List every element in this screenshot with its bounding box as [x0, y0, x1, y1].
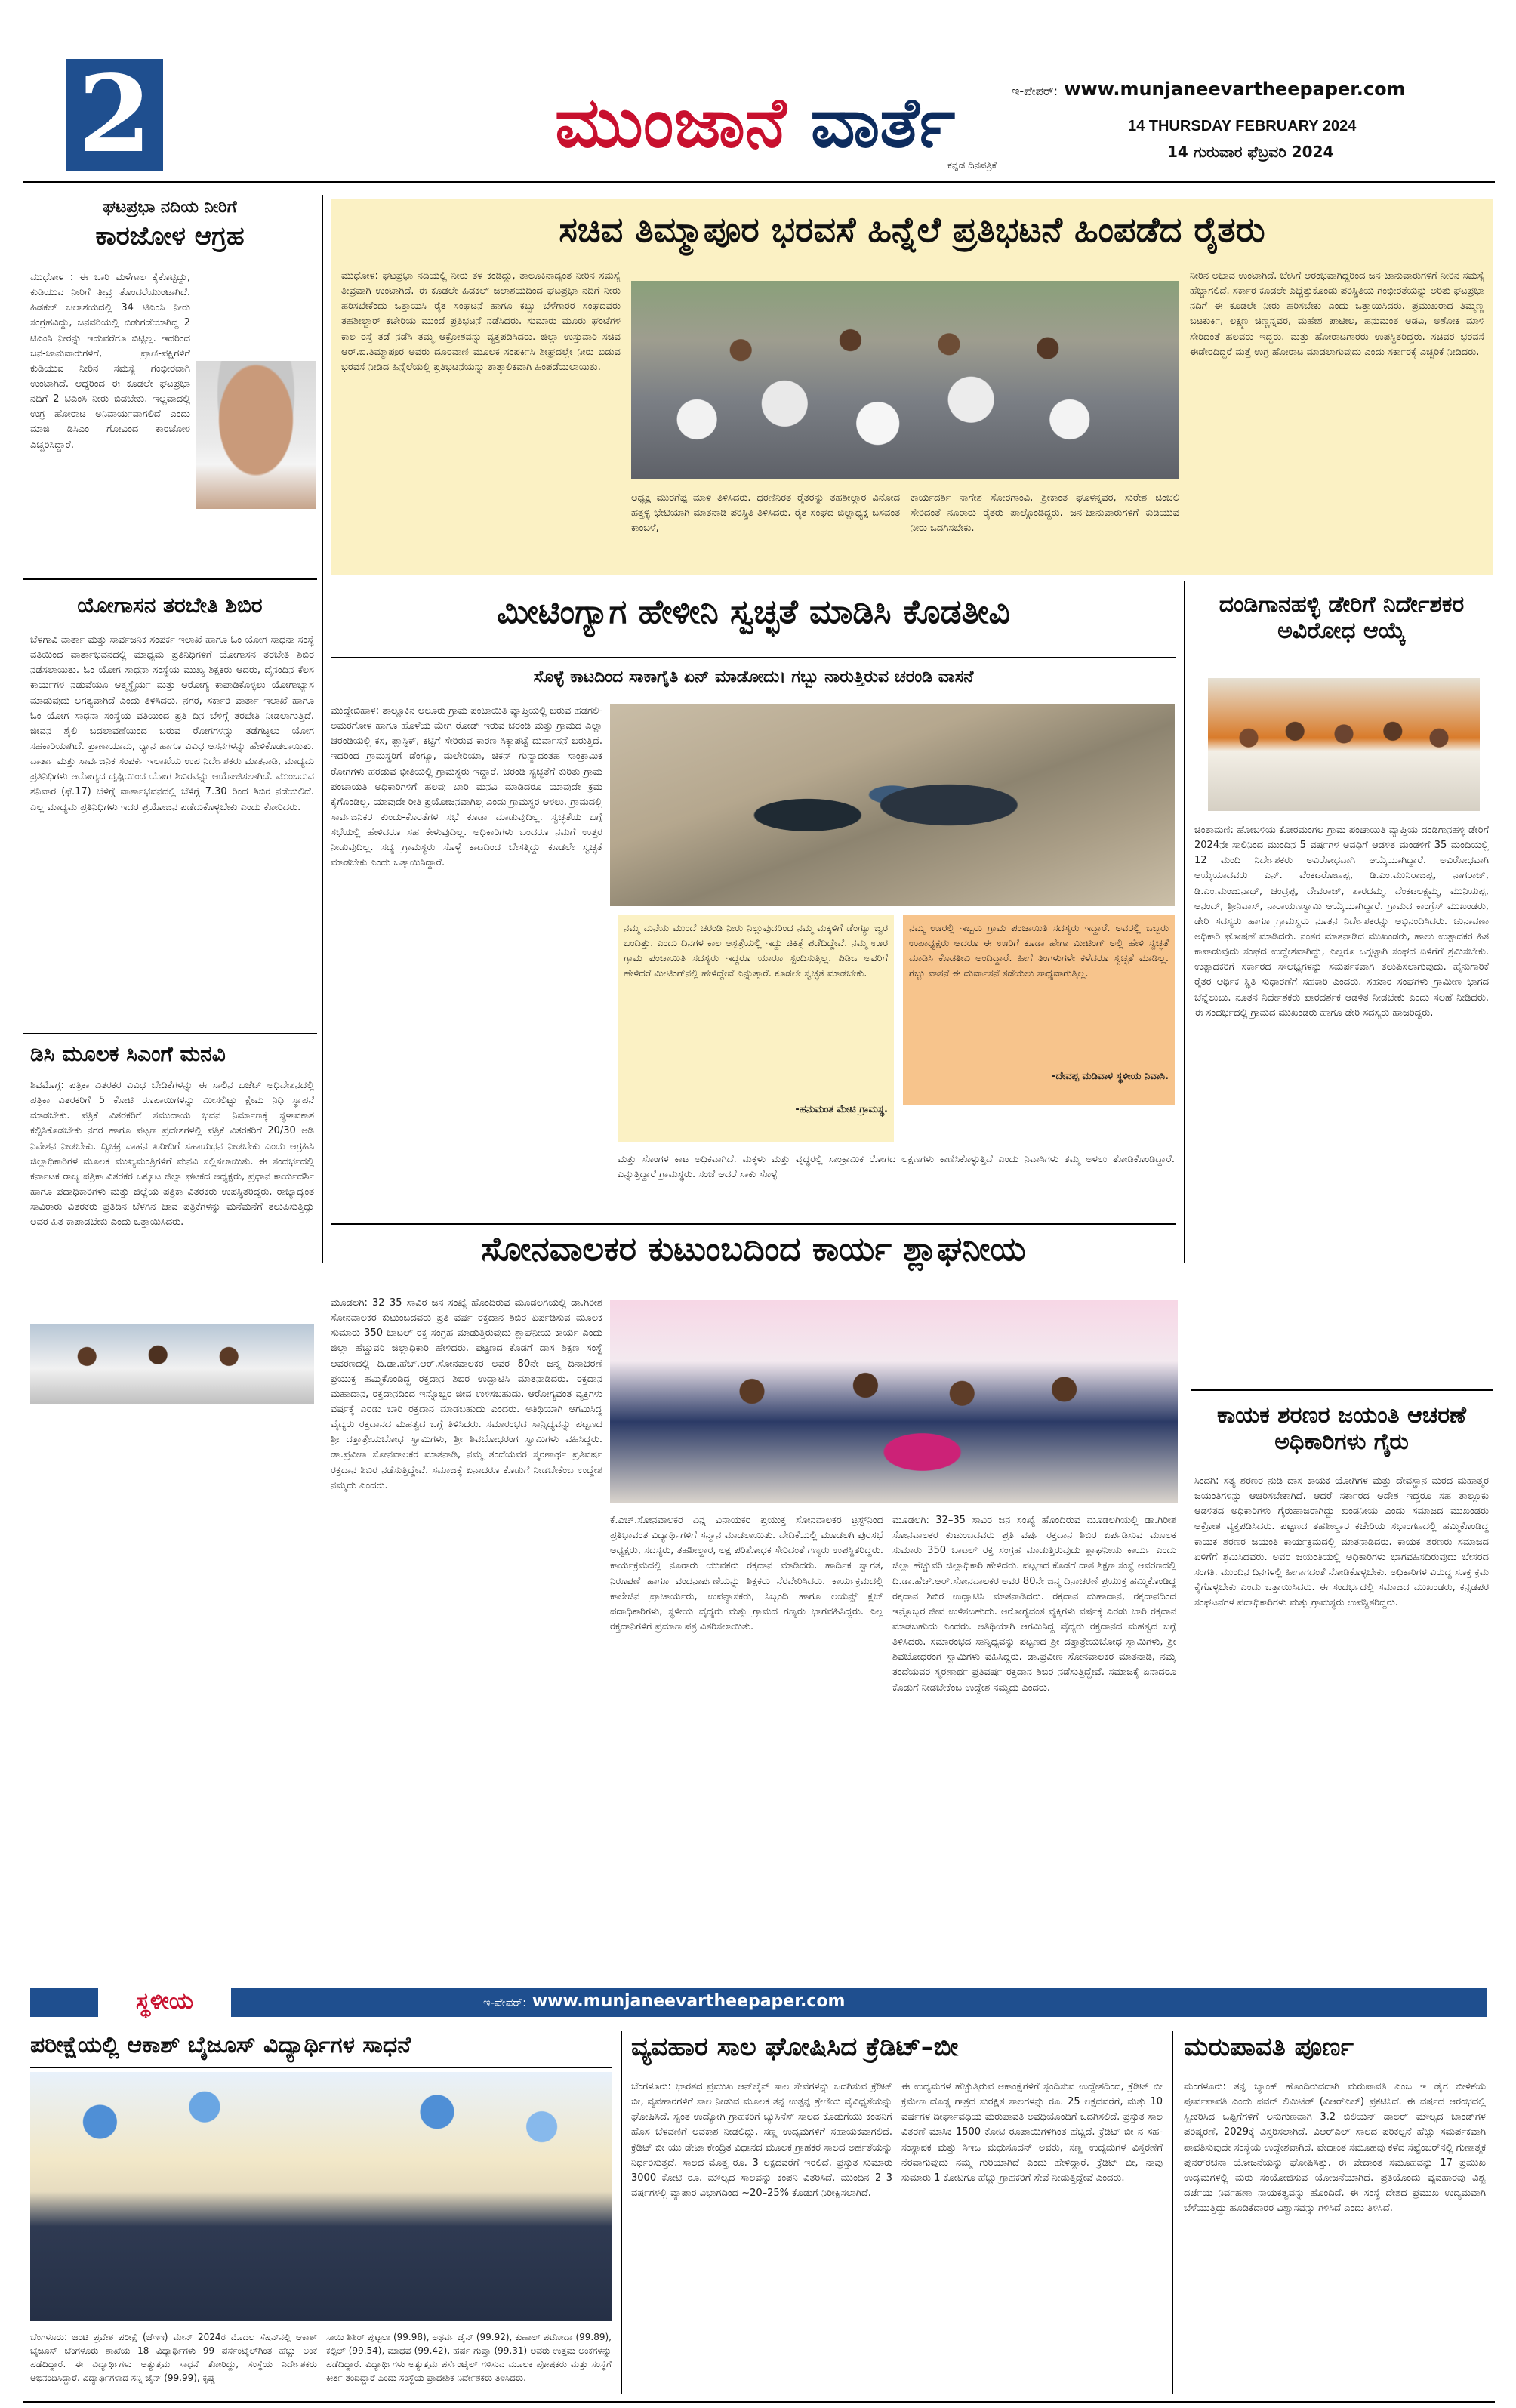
epaper-label: ಇ-ಪೇಪರ್:	[1012, 84, 1058, 98]
article-body-continued: ನೀರಿನ ಅಭಾವ ಉಂಟಾಗಿದೆ. ಬೇಸಿಗೆ ಆರಂಭವಾಗಿದ್ದರಿಂದ ಜನ-ಜಾನುವಾರುಗಳಿಗೆ ನೀರಿನ ಸಮಸ್ಯೆ ಹೆಚ್ಚಾಗಲಿದೆ. ಸರ್ಕಾರ ಕೂಡಲೇ ಎಚ್ಚೆತ್ತುಕೊಂಡು ಪರಿಸ್ಥಿತಿಯ ಗಂಭೀರತೆಯನ್ನು ಅರಿತು ಘಟಪ್ರಭಾ ನದಿಗೆ ಈ ಕೂಡಲೇ ನೀರು ಹರಿಸಬೇಕು ಎಂದು ಒತ್ತಾಯಿಸಿದರು. ಪ್ರಮುಖರಾದ ತಿಮ್ಮಣ್ಣ ಬಟಕುರ್ಕಿ, ಲಕ್ಷ್ಮಣ ಚಿಣ್ಣನ್ನವರ, ಮಹೇಶ ಪಾಟೀಲ, ಹನುಮಂತ ಅಡವಿ, ಅಶೋಕ ಮಾಳಿ ಸೇರಿದಂತೆ ಹಲವರು ಇದ್ದರು. ಮತ್ತು ಹೋರಾಟಗಾರರು ಉಪಸ್ಥಿತರಿದ್ದರು. ಸಚಿವರ ಭರವಸೆ ಈಡೇರದಿದ್ದರೆ ಮತ್ತೆ ಉಗ್ರ ಹೋರಾಟ ಮಾಡಲಾಗುವುದು ಎಂದು ಸರ್ಕಾರಕ್ಕೆ ಎಚ್ಚರಿಕೆ ನೀಡಿದರು.	[1190, 270, 1484, 358]
article-headline: ಮೀಟಿಂಗ್ಯಾಗ ಹೇಳೀನಿ ಸ್ವಚ್ಛತೆ ಮಾಡಿಸಿ ಕೊಡತೀವಿ	[497, 593, 1010, 631]
article-body-continued: ಅಧ್ಯಕ್ಷ ಮುರಗೆಪ್ಪ ಮಾಳಿ ತಿಳಿಸಿದರು. ಧರಣಿನಿರತ ರೈತರನ್ನು ತಹಶೀಲ್ದಾರ ವಿನೋದ ಹತ್ತಳ್ಳಿ ಭೇಟಿಯಾಗಿ ಮಾತನಾಡಿ ಪರಿಸ್ಥಿತಿ ತಿಳಿಸಿದರು. ರೈತ ಸಂಘದ ಜಿಲ್ಲಾಧ್ಯಕ್ಷ ಬಸವಂತ ಕಾಂಬಳೆ,	[631, 492, 900, 535]
karajol-portrait-photo	[196, 361, 316, 509]
quote-text: ನಮ್ಮ ಮನೆಯ ಮುಂದೆ ಚರಂಡಿ ನೀರು ನಿಲ್ಲುವುದರಿಂದ ನಮ್ಮ ಮಕ್ಕಳಿಗೆ ಡೆಂಗ್ಯೂ ಜ್ವರ ಬಂದಿತ್ತು. ಎಂದು ದಿನಗಳ ಕಾಲ ಆಸ್ಪತ್ರೆಯಲ್ಲಿ ಇದ್ದು ಚಿಕಿತ್ಸೆ ಪಡೆದಿದ್ದೇವೆ. ನಮ್ಮ ಊರ ಗ್ರಾಮ ಪಂಚಾಯಿತಿ ಸದಸ್ಯರು ಇದ್ದರೂ ಯಾರೂ ಸ್ಪಂದಿಸುತ್ತಿಲ್ಲ. ಪಿಡಿಒ ಅವರಿಗೆ ಹೇಳಿದರೆ ಮೀಟಿಂಗ್‌ನಲ್ಲಿ ಹೇಳಿದ್ದೇವೆ ಎನ್ನುತ್ತಾರೆ. ಕೂಡಲೇ ಸ್ವಚ್ಛತೆ ಮಾಡಬೇಕು.	[624, 923, 888, 980]
epaper-url[interactable]: www.munjaneevartheepaper.com	[532, 1992, 846, 2011]
page-bottom-rule	[23, 2401, 1495, 2403]
article-headline: ಯೋಗಾಸನ ತರಬೇತಿ ಶಿಬಿರ	[77, 593, 263, 618]
article-kicker: ಘಟಪ್ರಭಾ ನದಿಯ ನೀರಿಗೆ	[103, 198, 237, 217]
epaper-url[interactable]: www.munjaneevartheepaper.com	[1064, 79, 1406, 100]
article-body: ಬೆಂಗಳೂರು: ಜಂಟಿ ಪ್ರವೇಶ ಪರೀಕ್ಷೆ (ಜೆಇಇ) ಮೇನ್ 2024ರ ಮೊದಲ ಸೆಷನ್‌ನಲ್ಲಿ ಆಕಾಶ್ ಬೈಜೂಸ್ ಬೆಂಗಳೂರು ಶಾಖೆಯ 18 ವಿದ್ಯಾರ್ಥಿಗಳು 99 ಪರ್ಸೆಂಟೈಲ್‌ಗಿಂತ ಹೆಚ್ಚು ಅಂಕ ಪಡೆದಿದ್ದಾರೆ. ಈ ವಿದ್ಯಾರ್ಥಿಗಳು ಅತ್ಯುತ್ತಮ ಸಾಧನೆ ತೋರಿದ್ದು, ಸಂಸ್ಥೆಯ ನಿರ್ದೇಶಕರು ಅಭಿನಂದಿಸಿದ್ದಾರೆ. ವಿದ್ಯಾರ್ಥಿಗಳಾದ ಸನ್ನಿ ಜೈನ್ (99.99), ಕೃಷ್ಣ	[30, 2332, 317, 2383]
article-rule	[331, 657, 1176, 658]
quote-attribution: -ದೇವಪ್ಪ ಮಡಿವಾಳ ಸ್ಥಳೀಯ ನಿವಾಸಿ.	[1052, 1071, 1169, 1082]
article-rule	[23, 1033, 317, 1034]
page-number: 2	[66, 59, 163, 171]
quote-text: ನಮ್ಮ ಊರಲ್ಲಿ ಇಬ್ಬರು ಗ್ರಾಮ ಪಂಚಾಯಿತಿ ಸದಸ್ಯರು ಇದ್ದಾರೆ. ಅವರಲ್ಲಿ ಒಬ್ಬರು ಉಪಾಧ್ಯಕ್ಷರು ಆದರೂ ಈ ಊರಿಗೆ ಕೂಡಾ ಹೇಗಾ ಮೀಟಿಂಗ್ ಅಲ್ಲಿ ಹೇಳಿ ಸ್ವಚ್ಛತೆ ಮಾಡಿಸಿ ಕೊಡತೀವಿ ಅಂದಿದ್ದಾರೆ. ಹೀಗೆ ತಿಂಗಳುಗಳೇ ಕಳೆದರೂ ಸ್ವಚ್ಛತೆ ಮಾಡಿಲ್ಲ. ಗಬ್ಬು ವಾಸನೆ ಈ ದುರ್ವಾಸನೆ ತಡೆಯಲು ಸಾಧ್ಯವಾಗುತ್ತಿಲ್ಲ.	[909, 923, 1169, 980]
article-headline: ಪರೀಕ್ಷೆಯಲ್ಲಿ ಆಕಾಶ್ ಬೈಜೂಸ್ ವಿದ್ಯಾರ್ಥಿಗಳ ಸಾಧನೆ	[30, 2032, 411, 2058]
masthead-rule	[23, 181, 1495, 183]
article-body-continued: ಕಾರ್ಯದರ್ಶಿ ನಾಗೇಶ ಸೋರಗಾಂವಿ, ಶ್ರೀಕಾಂತ ಘೂಳನ್ನವರ, ಸುರೇಶ ಚಿಂಚಲಿ ಸೇರಿದಂತೆ ನೂರಾರು ರೈತರು ಪಾಲ್ಗೊಂಡಿದ್ದರು. ಜನ-ಜಾನುವಾರುಗಳಿಗೆ ಕುಡಿಯುವ ನೀರು ಒದಗಿಸಬೇಕು.	[911, 492, 1179, 535]
masthead-tagline: ಕನ್ನಡ ದಿನಪತ್ರಿಕೆ	[947, 160, 997, 171]
article-rule	[30, 2067, 612, 2068]
quote-box	[903, 915, 1175, 1105]
masthead-logo	[555, 82, 978, 165]
article-headline: ಡಿಸಿ ಮೂಲಕ ಸಿಎಂಗೆ ಮನವಿ	[30, 1041, 226, 1066]
section-epaper-link[interactable]	[483, 1992, 1087, 2015]
column-rule	[621, 2031, 622, 2394]
article-body: ಮಂಗಳೂರು: ತನ್ನ ಬ್ಯಾಂಕ್ ಹೊಂದಿರುವದಾಗಿ ಮರುಪಾವತಿ ಎಂಬ ಇ ಡೈಗ ಬೀಳಿಕೆಯ ಪೂರ್ವಪಾವತಿ ಎಂದು ಪವರ್ ಲಿಮಿಟೆಡ್ (ವಿಆರ್‌ಎಲ್) ಪ್ರಕಟಿಸಿದೆ. ಈ ವರ್ಷದ ಆರಂಭದಲ್ಲಿ ಸ್ವೀಕರಿಸಿದ ಒಪ್ಪಿಗೆಗಳಿಗೆ ಅನುಗುಣವಾಗಿ 3.2 ಬಿಲಿಯನ್ ಡಾಲರ್ ಮೌಲ್ಯದ ಬಾಂಡ್‌ಗಳ ಪರಿಷ್ಕರಣೆ, 2029ಕ್ಕೆ ವಿಸ್ತರಿಸಲಾಗಿದೆ. ವಿಆರ್‌ಎಲ್ ಸಾಲದ ಪರಿಕಲ್ಪನೆ ಹೆಚ್ಚು ಸಮರ್ಪಕವಾಗಿ ಪಾವತಿಸುವುದೇ ಸಂಸ್ಥೆಯ ಉದ್ದೇಶವಾಗಿದೆ. ವೇದಾಂತ ಸಮೂಹವು ಕಳೆದ ಸೆಪ್ಟೆಂಬರ್‌ನಲ್ಲಿ ಗುಣಾತ್ಮಕ ಪುನರ್‌ರಚನಾ ಯೋಜನೆಯನ್ನು ಘೋಷಿಸಿತ್ತು. ಈ ವೇದಾಂತ ಸಮೂಹವನ್ನು 17 ಪ್ರಮುಖ ಉದ್ಯಮಗಳಲ್ಲಿ ಮರು ಸಂಯೋಜಿಸುವ ಯೋಜನೆಯಾಗಿದೆ. ಪ್ರತಿಯೊಂದು ವ್ಯವಹಾರವು ವಿಶ್ವ ದರ್ಜೆಯ ನಿರ್ವಹಣಾ ನಾಯಕತ್ವವನ್ನು ಹೊಂದಿದೆ. ಈ ಸಂಸ್ಥೆ ದೇಶದ ಪ್ರಮುಖ ಉದ್ಯಮವಾಗಿ ಬೆಳೆಯುತ್ತಿದ್ದು ಹೂಡಿಕೆದಾರರ ವಿಶ್ವಾಸವನ್ನು ಗಳಿಸಿದೆ ಎಂದು ತಿಳಿಸಿದೆ.	[1184, 2081, 1486, 2215]
column-rule	[322, 195, 323, 1263]
article-body: ಚಿಂತಾಮಣಿ: ಹೋಬಳಿಯ ಕೋರಮಂಗಲ ಗ್ರಾಮ ಪಂಚಾಯಿತಿ ವ್ಯಾಪ್ತಿಯ ದಂಡಿಗಾನಹಳ್ಳಿ ಡೇರಿಗೆ 2024ನೇ ಸಾಲಿನಿಂದ ಮುಂದಿನ 5 ವರ್ಷಗಳ ಅವಧಿಗೆ ಆಡಳಿತ ಮಂಡಳಿಗೆ 35 ಮಂದಿಯಲ್ಲಿ 12 ಮಂದಿ ನಿರ್ದೇಶಕರು ಅವಿರೋಧವಾಗಿ ಆಯ್ಕೆಯಾಗಿದ್ದಾರೆ. ಅವಿರೋಧವಾಗಿ ಆಯ್ಕೆಯಾದವರು ಎನ್. ವೆಂಕಟರೋಣಪ್ಪ, ಡಿ.ಎಂ.ಮುನಿರಾಜಪ್ಪ, ನಾಗರಾಜ್, ಡಿ.ಎಂ.ಮಂಜುನಾಥ್, ಚಂದ್ರಪ್ಪ, ದೇವರಾಜ್, ಶಾರದಮ್ಮ, ವೆಂಕಟಲಕ್ಷ್ಮಮ್ಮ, ಮುನಿಯಪ್ಪ, ಆನಂದ್, ಶ್ರೀನಿವಾಸ್, ನಾರಾಯಣಸ್ವಾಮಿ ಆಯ್ಕೆಯಾಗಿದ್ದಾರೆ. ಗ್ರಾಮದ ಕಾಂಗ್ರೆಸ್ ಮುಖಂಡರು, ಡೇರಿ ಸದಸ್ಯರು ಹಾಗೂ ಗ್ರಾಮಸ್ಥರು ನೂತನ ನಿರ್ದೇಶಕರನ್ನು ಅಭಿನಂದಿಸಿದರು. ಚುನಾವಣಾ ಅಧಿಕಾರಿ ಘೋಷಣೆ ಮಾಡಿದರು. ನಂತರ ಮಾತನಾಡಿದ ಮುಖಂಡರು, ಹಾಲು ಉತ್ಪಾದಕರ ಹಿತ ಕಾಪಾಡುವುದು ಸಂಘದ ಉದ್ದೇಶವಾಗಿದ್ದು, ಎಲ್ಲರೂ ಒಗ್ಗಟ್ಟಾಗಿ ಸಂಘದ ಏಳಿಗೆಗೆ ಶ್ರಮಿಸಬೇಕು. ಉತ್ಪಾದಕರಿಗೆ ಸರ್ಕಾರದ ಸೌಲಭ್ಯಗಳನ್ನು ಸಮರ್ಪಕವಾಗಿ ತಲುಪಿಸಲಾಗುವುದು. ಹೈನುಗಾರಿಕೆ ರೈತರ ಆರ್ಥಿಕ ಸ್ಥಿತಿ ಸುಧಾರಣೆಗೆ ಸಹಕಾರಿ ಎಂದರು. ಸಹಕಾರ ಸಂಘಗಳು ಗ್ರಾಮೀಣ ಭಾಗದ ಬೆನ್ನೆಲುಬು. ನೂತನ ನಿರ್ದೇಶಕರು ಪಾರದರ್ಶಕ ಆಡಳಿತ ನೀಡಬೇಕು ಎಂದು ಸಲಹೆ ನೀಡಿದರು. ಈ ಸಂದರ್ಭದಲ್ಲಿ ಗ್ರಾಮದ ಮುಖಂಡರು ಹಾಗೂ ಡೇರಿ ಸದಸ್ಯರು ಹಾಜರಿದ್ದರು.	[1194, 825, 1489, 1019]
article-rule	[331, 1223, 1176, 1225]
article-headline: ಸಚಿವ ತಿಮ್ಮಾಪೂರ ಭರವಸೆ ಹಿನ್ನೆಲೆ ಪ್ರತಿಭಟನೆ ಹಿಂಪಡೆದ ರೈತರು	[559, 209, 1265, 250]
article-body: ಮೂಡಲಗಿ: 32–35 ಸಾವಿರ ಜನ ಸಂಖ್ಯೆ ಹೊಂದಿರುವ ಮೂಡಲಗಿಯಲ್ಲಿ ಡಾ.ಗಿರೀಶ ಸೋನವಾಲಕರ ಕುಟುಂಬದವರು ಪ್ರತಿ ವರ್ಷ ರಕ್ತದಾನ ಶಿಬಿರ ಏರ್ಪಡಿಸುವ ಮೂಲಕ ಸುಮಾರು 350 ಬಾಟಲ್ ರಕ್ತ ಸಂಗ್ರಹ ಮಾಡುತ್ತಿರುವುದು ಶ್ಲಾಘನೀಯ ಕಾರ್ಯ ಎಂದು ಜಿಲ್ಲಾ ಹೆಚ್ಚುವರಿ ಜಿಲ್ಲಾಧಿಕಾರಿ ಹೇಳಿದರು. ಪಟ್ಟಣದ ಕೊಡಗೆ ದಾಸ ಶಿಕ್ಷಣ ಸಂಸ್ಥೆ ಆವರಣದಲ್ಲಿ ದಿ.ಡಾ.ಹೆಚ್.ಆರ್.ಸೋನವಾಲಕರ ಅವರ 80ನೇ ಜನ್ಮ ದಿನಾಚರಣೆ ಪ್ರಯುಕ್ತ ಹಮ್ಮಿಕೊಂಡಿದ್ದ ರಕ್ತದಾನ ಶಿಬಿರ ಉದ್ಘಾಟಿಸಿ ಮಾತನಾಡಿದರು. ರಕ್ತದಾನ ಮಹಾದಾನ, ರಕ್ತದಾನದಿಂದ ಇನ್ನೊಬ್ಬರ ಜೀವ ಉಳಿಸಬಹುದು. ಆರೋಗ್ಯವಂತ ವ್ಯಕ್ತಿಗಳು ವರ್ಷಕ್ಕೆ ಎರಡು ಬಾರಿ ರಕ್ತದಾನ ಮಾಡಬಹುದು ಎಂದರು. ಅತಿಥಿಯಾಗಿ ಆಗಮಿಸಿದ್ದ ವೈದ್ಯರು ರಕ್ತದಾನದ ಮಹತ್ವದ ಬಗ್ಗೆ ತಿಳಿಸಿದರು. ಸಮಾರಂಭದ ಸಾನ್ನಿಧ್ಯವನ್ನು ಪಟ್ಟಣದ ಶ್ರೀ ದತ್ತಾತ್ರೇಯಬೋಧ ಸ್ವಾಮಿಗಳು, ಶ್ರೀ ಶಿವಬೋಧರಂಗ ಸ್ವಾಮಿಗಳು ವಹಿಸಿದ್ದರು. ಡಾ.ಪ್ರವೀಣ ಸೋನವಾಲಕರ ಮಾತನಾಡಿ, ನಮ್ಮ ತಂದೆಯವರ ಸ್ಮರಣಾರ್ಥ ಪ್ರತಿವರ್ಷ ರಕ್ತದಾನ ಶಿಬಿರ ನಡೆಸುತ್ತಿದ್ದೇವೆ. ಸಮಾಜಕ್ಕೆ ಏನಾದರೂ ಕೊಡುಗೆ ನೀಡಬೇಕೆಂಬ ಉದ್ದೇಶ ನಮ್ಮದು ಎಂದರು.	[331, 1297, 602, 1491]
drain-photo	[610, 704, 1175, 906]
article-body-continued: ಮತ್ತು ಸೊಂಗಳ ಕಾಟ ಅಧಿಕವಾಗಿದೆ. ಮಕ್ಕಳು ಮತ್ತು ವೃದ್ಧರಲ್ಲಿ ಸಾಂಕ್ರಾಮಿಕ ರೋಗದ ಲಕ್ಷಣಗಳು ಕಾಣಿಸಿಕೊಳ್ಳುತ್ತಿವೆ ಎಂದು ನಿವಾಸಿಗಳು ತಮ್ಮ ಅಳಲು ತೋಡಿಕೊಂಡಿದ್ದಾರೆ. ಎನ್ನುತ್ತಿದ್ದಾರೆ ಗ್ರಾಮಸ್ಥರು. ಸಂಜೆ ಆದರೆ ಸಾಕು ಸೊಳ್ಳೆ	[618, 1154, 1175, 1181]
article-body: ಮುದ್ದೇಬಿಹಾಳ: ತಾಲ್ಲೂಕಿನ ಆಲೂರು ಗ್ರಾಮ ಪಂಚಾಯಿತಿ ವ್ಯಾಪ್ತಿಯಲ್ಲಿ ಬರುವ ಹಡಗಲಿ-ಅಮರಗೋಳ ಹಾಗೂ ಹೊಳೆಯ ಮೇಗ ರೋಡ್ ಇರುವ ಚರಂಡಿ ಮತ್ತು ಗ್ರಾಮದ ಎಲ್ಲಾ ಚರಂಡಿಯಲ್ಲಿ ಕಸ, ಪ್ಲಾಸ್ಟಿಕ್, ಕಟ್ಟಿಗೆ ಸೇರಿರುವ ಕಾರಣ ಸಿಕ್ಕಾಪಟ್ಟೆ ದುರ್ವಾಸನೆ ಬರುತ್ತಿದೆ. ಇದರಿಂದ ಗ್ರಾಮಸ್ಥರಿಗೆ ಡೆಂಗ್ಯೂ, ಮಲೇರಿಯಾ, ಚಿಕನ್ ಗುನ್ಯಾದಂತಹ ಸಾಂಕ್ರಾಮಿಕ ರೋಗಗಳು ಹರಡುವ ಭೀತಿಯಲ್ಲಿ ಗ್ರಾಮಸ್ಥರು ಇದ್ದಾರೆ. ಚರಂಡಿ ಸ್ವಚ್ಛತೆಗೆ ಕುರಿತು ಗ್ರಾಮ ಪಂಚಾಯತಿ ಅಧಿಕಾರಿಗಳಿಗೆ ಹಲವು ಬಾರಿ ಮನವಿ ಮಾಡಿದರೂ ಯಾವುದೇ ಕ್ರಮ ಕೈಗೊಂಡಿಲ್ಲ. ಯಾವುದೇ ರೀತಿ ಪ್ರಯೋಜನವಾಗಿಲ್ಲ ಎಂದು ಗ್ರಾಮಸ್ಥರ ಆಳಲು. ಗ್ರಾಮದಲ್ಲಿ ಸಾರ್ವಜನಿಕರ ಕುಂದು-ಕೊರತೆಗಳ ಸಭೆ ಕೂಡಾ ಮಾಡುವುದಿಲ್ಲ. ಸ್ವಚ್ಛತೆಯ ಬಗ್ಗೆ ಸಭೆಯಲ್ಲಿ ಹೇಳಿದರೂ ಸಹ ಕೇಳುವುದಿಲ್ಲ. ಅಧಿಕಾರಿಗಳು ಬಂದರೂ ನಮಗೆ ಉತ್ತರ ನೀಡುವುದಿಲ್ಲ. ಸದ್ಯ ಗ್ರಾಮಸ್ಥರು ಸೊಳ್ಳೆ ಕಾಟದಿಂದ ಬೇಸತ್ತಿದ್ದು ಕೂಡಲೇ ಸ್ವಚ್ಛತೆ ಮಾಡಬೇಕು ಎಂದು ಒತ್ತಾಯಿಸಿದ್ದಾರೆ.	[331, 705, 602, 869]
article-body: ಬೆಂಗಳೂರು: ಭಾರತದ ಪ್ರಮುಖ ಆನ್‌ಲೈನ್ ಸಾಲ ಸೇವೆಗಳನ್ನು ಒದಗಿಸುವ ಕ್ರೆಡಿಟ್ ಬೀ, ವ್ಯವಹಾರಗಳಿಗೆ ಸಾಲ ನೀಡುವ ಮೂಲಕ ತನ್ನ ಉತ್ಪನ್ನ ಶ್ರೇಣಿಯ ವೈವಿಧ್ಯತೆಯನ್ನು ಘೋಷಿಸಿದೆ. ಸ್ವಂತ ಉದ್ಯೋಗಿ ಗ್ರಾಹಕರಿಗೆ ಬ್ಯುಸಿನೆಸ್ ಸಾಲದ ಕೊಡುಗೆಯು ಕಂಪನಿಗೆ ಹೊಸ ಬೆಳವಣಿಗೆ ಅವಕಾಶ ನೀಡಲಿದ್ದು, ಸಣ್ಣ ಉದ್ಯಮಗಳಿಗೆ ಸಹಾಯಕವಾಗಲಿದೆ. ಕ್ರೆಡಿಟ್ ಬೀ ಯು ಡೇಟಾ ಕೇಂದ್ರಿತ ವಿಧಾನದ ಮೂಲಕ ಗ್ರಾಹಕರ ಸಾಲದ ಅರ್ಹತೆಯನ್ನು ನಿರ್ಧರಿಸುತ್ತದೆ. ಸಾಲದ ಮೊತ್ತ ರೂ. 3 ಲಕ್ಷದವರೆಗೆ ಇರಲಿದೆ. ಪ್ರಸ್ತುತ ಸುಮಾರು 3000 ಕೋಟಿ ರೂ. ಮೌಲ್ಯದ ಸಾಲವನ್ನು ಕಂಪನಿ ವಿತರಿಸಿದೆ. ಮುಂದಿನ 2–3 ವರ್ಷಗಳಲ್ಲಿ ವ್ಯಾಪಾರ ವಿಭಾಗದಿಂದ ~20–25% ಕೊಡುಗೆ ನಿರೀಕ್ಷಿಸಲಾಗಿದೆ.	[631, 2081, 892, 2199]
article-headline: ಸೋನವಾಲಕರ ಕುಟುಂಬದಿಂದ ಕಾರ್ಯ ಶ್ಲಾಘನೀಯ	[481, 1230, 1026, 1269]
memorandum-photo	[30, 1324, 314, 1404]
date-english: 14 THURSDAY FEBRUARY 2024	[1128, 118, 1357, 134]
article-headline: ಮರುಪಾವತಿ ಪೂರ್ಣ	[1184, 2032, 1354, 2062]
article-body-continued: ಕೆ.ಎಚ್.ಸೋನವಾಲಕರ ವಿನ್ನ ವಿನಾಯಕರ ಪ್ರಯುಕ್ತ ಸೋನವಾಲಕರ ಟ್ರಸ್ಟ್‌ನಿಂದ ಪ್ರತಿಭಾವಂತ ವಿದ್ಯಾರ್ಥಿಗಳಿಗೆ ಸನ್ಮಾನ ಮಾಡಲಾಯಿತು. ವೇದಿಕೆಯಲ್ಲಿ ಮೂಡಲಗಿ ಪುರಸಭೆ ಅಧ್ಯಕ್ಷರು, ಸದಸ್ಯರು, ತಹಶೀಲ್ದಾರ, ಲಕ್ಷ ಪರಿಶೋಧಕ ಸೇರಿದಂತೆ ಗಣ್ಯರು ಉಪಸ್ಥಿತರಿದ್ದರು. ಕಾರ್ಯಕ್ರಮದಲ್ಲಿ ನೂರಾರು ಯುವಕರು ರಕ್ತದಾನ ಮಾಡಿದರು. ಹಾರ್ದಿಕ ಸ್ವಾಗತ, ನಿರೂಪಣೆ ಹಾಗೂ ವಂದನಾರ್ಪಣೆಯನ್ನು ಶಿಕ್ಷಕರು ನೆರವೇರಿಸಿದರು. ಕಾರ್ಯಕ್ರಮದಲ್ಲಿ ಕಾಲೇಜಿನ ಪ್ರಾಚಾರ್ಯರು, ಉಪನ್ಯಾಸಕರು, ಸಿಬ್ಬಂದಿ ಹಾಗೂ ಲಯನ್ಸ್ ಕ್ಲಬ್ ಪದಾಧಿಕಾರಿಗಳು, ಸ್ಥಳೀಯ ವೈದ್ಯರು ಮತ್ತು ಗ್ರಾಮದ ಗಣ್ಯರು ಭಾಗವಹಿಸಿದ್ದರು. ಎಲ್ಲ ರಕ್ತದಾನಿಗಳಿಗೆ ಪ್ರಮಾಣ ಪತ್ರ ವಿತರಿಸಲಾಯಿತು.	[610, 1515, 883, 1633]
article-rule	[23, 578, 317, 580]
article-headline: ವ್ಯವಹಾರ ಸಾಲ ಘೋಷಿಸಿದ ಕ್ರೆಡಿಟ್–ಬೀ	[631, 2032, 959, 2062]
directors-photo	[1208, 678, 1480, 811]
article-body-continued: ಸಾಯಿ ಶಿಶಿರ್ ಪುಟ್ಟಲಾ (99.98), ಅಥರ್ವ ಜೈನ್ (99.92), ಕುಣಾಲ್ ಪಟೋದಾ (99.89), ಕಲ್ಪಿಲ್ (99.54), ಮಾಧವ (99.42), ಹರ್ಷ ಗುಪ್ತಾ (99.31) ಅವರು ಉತ್ತಮ ಅಂಕಗಳನ್ನು ಪಡೆದಿದ್ದಾರೆ. ವಿದ್ಯಾರ್ಥಿಗಳು ಅತ್ಯುತ್ತಮ ಪರ್ಸೆಂಟೈಲ್ ಗಳಿಸುವ ಮೂಲಕ ಪೋಷಕರು ಮತ್ತು ಸಂಸ್ಥೆಗೆ ಕೀರ್ತಿ ತಂದಿದ್ದಾರೆ ಎಂದು ಸಂಸ್ಥೆಯ ಪ್ರಾದೇಶಿಕ ನಿರ್ದೇಶಕರು ತಿಳಿಸಿದರು.	[326, 2332, 612, 2383]
epaper-label: ಇ-ಪೇಪರ್:	[483, 1996, 527, 2009]
article-headline: ಕಾಯಕ ಶರಣರ ಜಯಂತಿ ಆಚರಣೆ ಅಧಿಕಾರಿಗಳು ಗೈರು	[1217, 1402, 1466, 1455]
column-rule	[1172, 2031, 1173, 2394]
blood-donation-stage-photo	[610, 1300, 1178, 1503]
article-body-continued: ಈ ಉದ್ಯಮಗಳ ಹೆಚ್ಚುತ್ತಿರುವ ಆಕಾಂಕ್ಷೆಗಳಿಗೆ ಸ್ಪಂದಿಸುವ ಉದ್ದೇಶದಿಂದ, ಕ್ರೆಡಿಟ್ ಬೀ ಕ್ರಮೇಣ ದೊಡ್ಡ ಗಾತ್ರದ ಸುರಕ್ಷಿತ ಸಾಲಗಳನ್ನು ರೂ. 25 ಲಕ್ಷದವರೆಗೆ, ಮತ್ತು 10 ವರ್ಷಗಳ ದೀರ್ಘಾವಧಿಯ ಮರುಪಾವತಿ ಅವಧಿಯೊಂದಿಗೆ ಒದಗಿಸಲಿದೆ. ಪ್ರಸ್ತುತ ಸಾಲ ವಿತರಣೆ ಮಾಸಿಕ 1500 ಕೋಟಿ ರೂಪಾಯಿಗಳಿಗಿಂತ ಹೆಚ್ಚಿದೆ. ಕ್ರೆಡಿಟ್ ಬೀ ನ ಸಹ-ಸಂಸ್ಥಾಪಕ ಮತ್ತು ಸಿಇಒ ಮಧುಸೂದನ್ ಅವರು, ಸಣ್ಣ ಉದ್ಯಮಗಳ ವಿಸ್ತರಣೆಗೆ ನೆರವಾಗುವುದು ನಮ್ಮ ಗುರಿಯಾಗಿದೆ ಎಂದು ಹೇಳಿದ್ದಾರೆ. ಕ್ರೆಡಿಟ್ ಬೀ, ನಾವು ಸುಮಾರು 1 ಕೋಟಿಗೂ ಹೆಚ್ಚು ಗ್ರಾಹಕರಿಗೆ ಸೇವೆ ನೀಡುತ್ತಿದ್ದೇವೆ ಎಂದರು.	[901, 2081, 1163, 2184]
section-label: ಸ್ಥಳೀಯ	[98, 1983, 231, 2021]
article-rule	[1191, 1389, 1493, 1391]
article-body-continued: ಮೂಡಲಗಿ: 32–35 ಸಾವಿರ ಜನ ಸಂಖ್ಯೆ ಹೊಂದಿರುವ ಮೂಡಲಗಿಯಲ್ಲಿ ಡಾ.ಗಿರೀಶ ಸೋನವಾಲಕರ ಕುಟುಂಬದವರು ಪ್ರತಿ ವರ್ಷ ರಕ್ತದಾನ ಶಿಬಿರ ಏರ್ಪಡಿಸುವ ಮೂಲಕ ಸುಮಾರು 350 ಬಾಟಲ್ ರಕ್ತ ಸಂಗ್ರಹ ಮಾಡುತ್ತಿರುವುದು ಶ್ಲಾಘನೀಯ ಕಾರ್ಯ ಎಂದು ಜಿಲ್ಲಾ ಹೆಚ್ಚುವರಿ ಜಿಲ್ಲಾಧಿಕಾರಿ ಹೇಳಿದರು. ಪಟ್ಟಣದ ಕೊಡಗೆ ದಾಸ ಶಿಕ್ಷಣ ಸಂಸ್ಥೆ ಆವರಣದಲ್ಲಿ ದಿ.ಡಾ.ಹೆಚ್.ಆರ್.ಸೋನವಾಲಕರ ಅವರ 80ನೇ ಜನ್ಮ ದಿನಾಚರಣೆ ಪ್ರಯುಕ್ತ ಹಮ್ಮಿಕೊಂಡಿದ್ದ ರಕ್ತದಾನ ಶಿಬಿರ ಉದ್ಘಾಟಿಸಿ ಮಾತನಾಡಿದರು. ರಕ್ತದಾನ ಮಹಾದಾನ, ರಕ್ತದಾನದಿಂದ ಇನ್ನೊಬ್ಬರ ಜೀವ ಉಳಿಸಬಹುದು. ಆರೋಗ್ಯವಂತ ವ್ಯಕ್ತಿಗಳು ವರ್ಷಕ್ಕೆ ಎರಡು ಬಾರಿ ರಕ್ತದಾನ ಮಾಡಬಹುದು ಎಂದರು. ಅತಿಥಿಯಾಗಿ ಆಗಮಿಸಿದ್ದ ವೈದ್ಯರು ರಕ್ತದಾನದ ಮಹತ್ವದ ಬಗ್ಗೆ ತಿಳಿಸಿದರು. ಸಮಾರಂಭದ ಸಾನ್ನಿಧ್ಯವನ್ನು ಪಟ್ಟಣದ ಶ್ರೀ ದತ್ತಾತ್ರೇಯಬೋಧ ಸ್ವಾಮಿಗಳು, ಶ್ರೀ ಶಿವಬೋಧರಂಗ ಸ್ವಾಮಿಗಳು ವಹಿಸಿದ್ದರು. ಡಾ.ಪ್ರವೀಣ ಸೋನವಾಲಕರ ಮಾತನಾಡಿ, ನಮ್ಮ ತಂದೆಯವರ ಸ್ಮರಣಾರ್ಥ ಪ್ರತಿವರ್ಷ ರಕ್ತದಾನ ಶಿಬಿರ ನಡೆಸುತ್ತಿದ್ದೇವೆ. ಸಮಾಜಕ್ಕೆ ಏನಾದರೂ ಕೊಡುಗೆ ನೀಡಬೇಕೆಂಬ ಉದ್ದೇಶ ನಮ್ಮದು ಎಂದರು.	[892, 1515, 1176, 1694]
students-photo	[30, 2072, 612, 2321]
column-rule	[1184, 581, 1185, 1263]
epaper-link[interactable]	[1012, 79, 1465, 110]
quote-box	[618, 915, 894, 1142]
article-body: ಬೆಳಗಾವಿ ವಾರ್ತಾ ಮತ್ತು ಸಾರ್ವಜನಿಕ ಸಂಪರ್ಕ ಇಲಾಖೆ ಹಾಗೂ ಓಂ ಯೋಗ ಸಾಧನಾ ಸಂಸ್ಥೆ ವತಿಯಿಂದ ವಾರ್ತಾಭವನದಲ್ಲಿ ಮಾಧ್ಯಮ ಪ್ರತಿನಿಧಿಗಳಿಗೆ ಯೋಗಾಸನ ತರಬೇತಿ ಶಿಬಿರ ನಡೆಸಲಾಯಿತು. ಓಂ ಯೋಗ ಸಾಧನಾ ಸಂಸ್ಥೆಯ ಮುಖ್ಯ ಶಿಕ್ಷಕರು ಆದರು, ದೈನಂದಿನ ಕೆಲಸ ಕಾರ್ಯಗಳ ನಡುವೆಯೂ ಆತ್ಮಸ್ಥೈರ್ಯ ಮತ್ತು ಆರೋಗ್ಯ ಕಾಪಾಡಿಕೊಳ್ಳಲು ಯೋಗಾಭ್ಯಾಸ ಮಾಡುವುದು ಅಗತ್ಯವಾಗಿದೆ ಎಂದು ತಿಳಿಸಿದರು. ನಗರ, ಸರ್ಕಾರಿ ವಾರ್ತಾ ಇಲಾಖೆ ಹಾಗೂ ಓಂ ಯೋಗ ಸಾಧನಾ ಸಂಸ್ಥೆಯ ವತಿಯಿಂದ ಪ್ರತಿ ದಿನ ಬೆಳಿಗ್ಗೆ ತರಬೇತಿ ನೀಡಲಾಗುತ್ತಿದೆ. ಜೀವನ ಶೈಲಿ ಬದಲಾವಣೆಯಿಂದ ಬರುವ ರೋಗಗಳನ್ನು ತಡೆಗಟ್ಟಲು ಯೋಗ ಸಹಕಾರಿಯಾಗಿದೆ. ಪ್ರಾಣಾಯಾಮ, ಧ್ಯಾನ ಹಾಗೂ ವಿವಿಧ ಆಸನಗಳನ್ನು ಹೇಳಿಕೊಡಲಾಯಿತು. ವಾರ್ತಾ ಮತ್ತು ಸಾರ್ವಜನಿಕ ಸಂಪರ್ಕ ಇಲಾಖೆಯ ಉಪ ನಿರ್ದೇಶಕರು ಮಾತನಾಡಿ, ಮಾಧ್ಯಮ ಪ್ರತಿನಿಧಿಗಳು ಆರೋಗ್ಯದ ದೃಷ್ಟಿಯಿಂದ ಯೋಗ ಶಿಬಿರವನ್ನು ಆಯೋಜಿಸಲಾಗಿದೆ. ಮುಂಬರುವ ಶನಿವಾರ (ಫೆ.17) ಬೆಳಿಗ್ಗೆ ವಾರ್ತಾಭವನದಲ್ಲಿ ಬೆಳಿಗ್ಗೆ 7.30 ರಿಂದ ಶಿಬಿರ ನಡೆಯಲಿದೆ. ಎಲ್ಲ ಮಾಧ್ಯಮ ಪ್ರತಿನಿಧಿಗಳು ಇದರ ಪ್ರಯೋಜನ ಪಡೆದುಕೊಳ್ಳಬೇಕು ಎಂದು ಕೋರಿದರು.	[30, 634, 314, 813]
article-headline: ದಂಡಿಗಾನಹಳ್ಳಿ ಡೇರಿಗೆ ನಿರ್ದೇಶಕರ ಅವಿರೋಧ ಆಯ್ಕೆ	[1219, 591, 1465, 644]
quote-attribution: -ಹನುಮಂತ ಮೇಟಿ ಗ್ರಾಮಸ್ಥ.	[795, 1104, 888, 1115]
article-headline: ಕಾರಜೋಳ ಆಗ್ರಹ	[95, 221, 245, 251]
protest-photo	[631, 281, 1179, 479]
masthead-part2: ವಾರ್ತೆ	[810, 82, 956, 163]
article-body: ಸಿಂದಗಿ: ಸತ್ಯ ಶರಣರ ನುಡಿ ದಾಸ ಕಾಯಕ ಯೋಗಿಗಳ ಮತ್ತು ದೇವಸ್ಥಾನ ಮಠದ ಮಹಾತ್ಮರ ಜಯಂತಿಗಳನ್ನು ಆಚರಿಸಬೇಕಾಗಿದೆ. ಆದರೆ ಸರ್ಕಾರದ ಆದೇಶ ಇದ್ದರೂ ಸಹ ತಾಲ್ಲೂಕು ಆಡಳಿತದ ಅಧಿಕಾರಿಗಳು ಗೈರುಹಾಜರಾಗಿದ್ದು ಖಂಡನೀಯ ಎಂದು ಸಮಾಜದ ಮುಖಂಡರು ಆಕ್ರೋಶ ವ್ಯಕ್ತಪಡಿಸಿದರು. ಪಟ್ಟಣದ ತಹಶೀಲ್ದಾರ ಕಚೇರಿಯ ಸಭಾಂಗಣದಲ್ಲಿ ಹಮ್ಮಿಕೊಂಡಿದ್ದ ಕಾಯಕ ಶರಣರ ಜಯಂತಿ ಕಾರ್ಯಕ್ರಮದಲ್ಲಿ ಮಾತನಾಡಿದರು. ಕಾಯಕ ಶರಣರು ಸಮಾಜದ ಏಳಿಗೆಗೆ ಶ್ರಮಿಸಿದವರು. ಅವರ ಜಯಂತಿಯಲ್ಲಿ ಅಧಿಕಾರಿಗಳು ಭಾಗವಹಿಸದಿರುವುದು ಬೇಸರದ ಸಂಗತಿ. ಮುಂದಿನ ದಿನಗಳಲ್ಲಿ ಹೀಗಾಗದಂತೆ ನೋಡಿಕೊಳ್ಳಬೇಕು. ಅಧಿಕಾರಿಗಳ ವಿರುದ್ಧ ಸೂಕ್ತ ಕ್ರಮ ಕೈಗೊಳ್ಳಬೇಕು ಎಂದು ಒತ್ತಾಯಿಸಿದರು. ಈ ಸಂದರ್ಭದಲ್ಲಿ ಸಮಾಜದ ಮುಖಂಡರು, ಕನ್ನಡಪರ ಸಂಘಟನೆಗಳ ಪದಾಧಿಕಾರಿಗಳು ಮತ್ತು ಗ್ರಾಮಸ್ಥರು ಉಪಸ್ಥಿತರಿದ್ದರು.	[1194, 1475, 1489, 1609]
masthead-part1: ಮುಂಜಾನೆ	[555, 82, 787, 163]
article-body: ಶಿವಮೊಗ್ಗ: ಪತ್ರಿಕಾ ವಿತರಕರ ವಿವಿಧ ಬೇಡಿಕೆಗಳನ್ನು ಈ ಸಾಲಿನ ಬಜೆಟ್ ಅಧಿವೇಶನದಲ್ಲಿ ಪತ್ರಿಕಾ ವಿತರಕರಿಗೆ 5 ಕೋಟಿ ರೂಪಾಯಿಗಳನ್ನು ಮೀಸಲಿಟ್ಟು ಕ್ಷೇಮ ನಿಧಿ ಸ್ಥಾಪನೆ ಮಾಡಬೇಕು. ಪತ್ರಿಕೆ ವಿತರಕರಿಗೆ ಸಮುದಾಯ ಭವನ ನಿರ್ಮಾಣಕ್ಕೆ ಸ್ಥಳಾವಕಾಶ ಕಲ್ಪಿಸಿಕೊಡಬೇಕು ನಗರ ಹಾಗೂ ಪಟ್ಟಣ ಪ್ರದೇಶಗಳಲ್ಲಿ ಪತ್ರಿಕೆ ವಿತರಕರಿಗೆ 20/30 ಅಡಿ ನಿವೇಶನ ನೀಡಬೇಕು. ದ್ವಿಚಕ್ರ ವಾಹನ ಖರೀದಿಗೆ ಸಹಾಯಧನ ನೀಡಬೇಕು ಎಂದು ಆಗ್ರಹಿಸಿ ಜಿಲ್ಲಾಧಿಕಾರಿಗಳ ಮೂಲಕ ಮುಖ್ಯಮಂತ್ರಿಗಳಿಗೆ ಮನವಿ ಸಲ್ಲಿಸಲಾಯಿತು. ಈ ಸಂದರ್ಭದಲ್ಲಿ ಕರ್ನಾಟಕ ರಾಜ್ಯ ಪತ್ರಿಕಾ ವಿತರಕರ ಒಕ್ಕೂಟ ಜಿಲ್ಲಾ ಘಟಕದ ಅಧ್ಯಕ್ಷರು, ಪ್ರಧಾನ ಕಾರ್ಯದರ್ಶಿ ಹಾಗೂ ಪದಾಧಿಕಾರಿಗಳು ಮತ್ತು ಜಿಲ್ಲೆಯ ಪತ್ರಿಕಾ ವಿತರಕರು ಉಪಸ್ಥಿತರಿದ್ದರು. ರಾಜ್ಯಾದ್ಯಂತ ಸಾವಿರಾರು ವಿತರಕರು ಪ್ರತಿದಿನ ಬೆಳಗಿನ ಜಾವ ಪತ್ರಿಕೆಗಳನ್ನು ಮನೆಮನೆಗೆ ತಲುಪಿಸುತ್ತಿದ್ದು ಅವರ ಹಿತ ಕಾಪಾಡಬೇಕು ಎಂದು ಒತ್ತಾಯಿಸಿದರು.	[30, 1080, 314, 1229]
article-subheadline: ಸೊಳ್ಳೆ ಕಾಟದಿಂದ ಸಾಕಾಗೈತಿ ಏನ್ ಮಾಡೋದು। ಗಬ್ಬು ನಾರುತ್ತಿರುವ ಚರಂಡಿ ವಾಸನೆ	[533, 668, 974, 686]
article-body: ಮುಧೋಳ: ಘಟಪ್ರಭಾ ನದಿಯಲ್ಲಿ ನೀರು ತಳ ಕಂಡಿದ್ದು, ತಾಲೂಕಿನಾದ್ಯಂತ ನೀರಿನ ಸಮಸ್ಯೆ ತೀವ್ರವಾಗಿ ಉಂಟಾಗಿದೆ. ಈ ಕೂಡಲೇ ಹಿಡಕಲ್ ಜಲಾಶಯದಿಂದ ಘಟಪ್ರಭಾ ನದಿಗೆ ನೀರು ಹರಿಸಬೇಕೆಂದು ಒತ್ತಾಯಿಸಿ ರೈತ ಸಂಘಟನೆ ಹಾಗೂ ಕಬ್ಬು ಬೆಳೆಗಾರರ ಸಂಘದವರು ತಹಶೀಲ್ದಾರ್ ಕಚೇರಿಯ ಮುಂದೆ ಪ್ರತಿಭಟನೆ ನಡೆಸಿದರು. ಸುಮಾರು ಮೂರು ಘಂಟೆಗಳ ಕಾಲ ರಸ್ತೆ ತಡೆ ನಡೆಸಿ ತಮ್ಮ ಆಕ್ರೋಶವನ್ನು ವ್ಯಕ್ತಪಡಿಸಿದರು. ಜಿಲ್ಲಾ ಉಸ್ತುವಾರಿ ಸಚಿವ ಆರ್.ಬಿ.ತಿಮ್ಮಾಪೂರ ಅವರು ದೂರವಾಣಿ ಮೂಲಕ ಸಂಪರ್ಕಿಸಿ ಶೀಘ್ರದಲ್ಲೇ ನೀರು ಬಿಡುವ ಭರವಸೆ ನೀಡಿದ ಹಿನ್ನೆಲೆಯಲ್ಲಿ ಪ್ರತಿಭಟನೆಯನ್ನು ತಾತ್ಕಾಲಿಕವಾಗಿ ಹಿಂಪಡೆಯಲಾಯಿತು.	[341, 270, 621, 373]
date-kannada: 14 ಗುರುವಾರ ಫೆಬ್ರವರಿ 2024	[1167, 143, 1334, 161]
article-body: ಮುಧೋಳ : ಈ ಬಾರಿ ಮಳೆಗಾಲ ಕೈಕೊಟ್ಟಿದ್ದು, ಕುಡಿಯುವ ನೀರಿಗೆ ತೀವ್ರ ತೊಂದರೆಯುಂಟಾಗಿದೆ. ಹಿಡಕಲ್ ಜಲಾಶಯದಲ್ಲಿ 34 ಟಿಎಂಸಿ ನೀರು ಸಂಗ್ರಹವಿದ್ದು, ಜನವರಿಯಲ್ಲಿ ಬಿಡುಗಡೆಯಾಗಿದ್ದ 2 ಟಿಎಂಸಿ ನೀರನ್ನು ಇದುವರೆಗೂ ಬಿಟ್ಟಿಲ್ಲ. ಇದರಿಂದ ಜನ-ಜಾನುವಾರುಗಳಿಗೆ, ಪ್ರಾಣಿ-ಪಕ್ಷಿಗಳಿಗೆ ಕುಡಿಯುವ ನೀರಿನ ಸಮಸ್ಯೆ ಗಂಭೀರವಾಗಿ ಉಂಟಾಗಿದೆ. ಆದ್ದರಿಂದ ಈ ಕೂಡಲೇ ಘಟಪ್ರಭಾ ನದಿಗೆ 2 ಟಿಎಂಸಿ ನೀರು ಬಿಡಬೇಕು. ಇಲ್ಲವಾದಲ್ಲಿ ಉಗ್ರ ಹೋರಾಟ ಅನಿವಾರ್ಯವಾಗಲಿದೆ ಎಂದು ಮಾಜಿ ಡಿಸಿಎಂ ಗೋವಿಂದ ಕಾರಜೋಳ ಎಚ್ಚರಿಸಿದ್ದಾರೆ.	[30, 272, 190, 451]
